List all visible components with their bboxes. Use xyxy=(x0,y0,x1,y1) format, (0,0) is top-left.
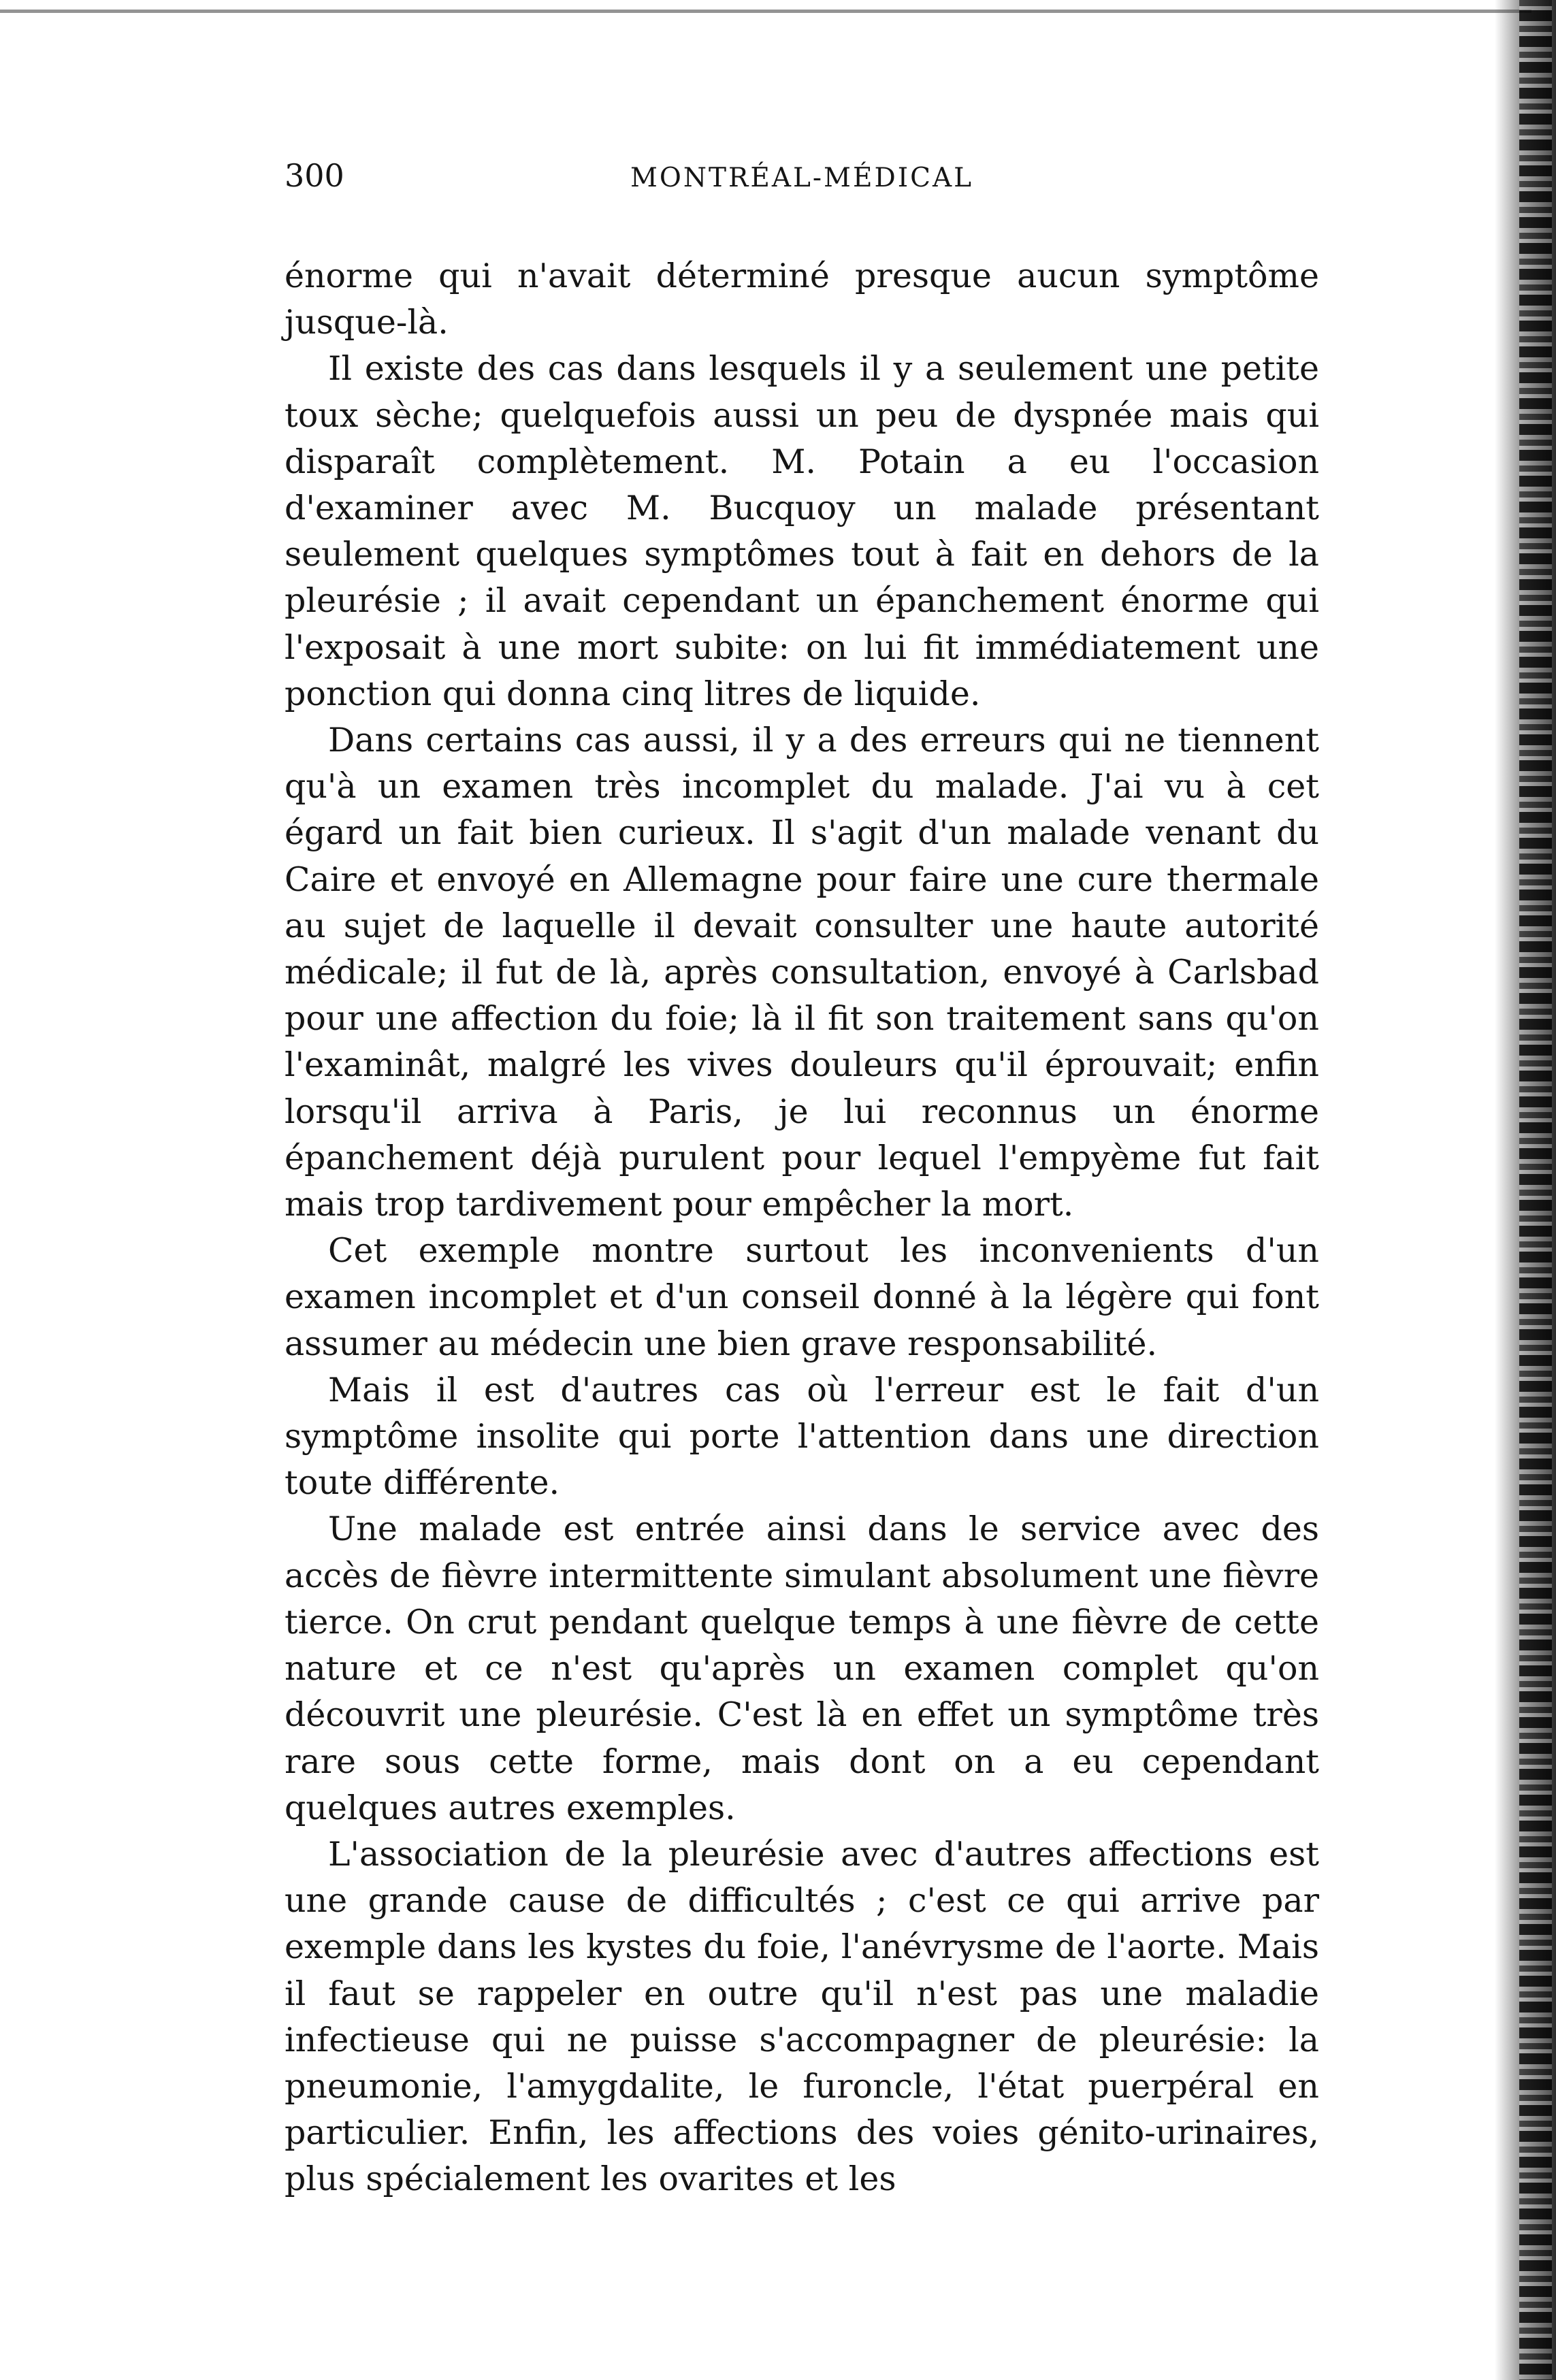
body-text xyxy=(285,253,1319,2203)
paragraph: Cet exemple montre surtout les inconvenients d'un examen incomplet et d'un conseil donné à la légère qui font assumer au médecin une bien grave responsabilité. xyxy=(285,1231,1319,1363)
running-title: MONTRÉAL-MÉDICAL xyxy=(630,163,974,193)
page-number: 300 xyxy=(285,157,344,194)
paragraph-continuation: énorme qui n'avait déterminé presque aucun symptôme jusque-là. xyxy=(285,257,1319,342)
page-gutter-scan-noise xyxy=(1519,0,1552,2380)
page-header xyxy=(285,155,1319,203)
top-edge-rule xyxy=(0,10,1531,13)
paragraph: Une malade est entrée ainsi dans le service avec des accès de fièvre intermittente simulant absolument une fièvre tierce. On crut pendant quelque temps à une fièvre de cette nature et ce n'est qu'après un examen complet qu'on découvrit une pleurésie. C'est là en effet un symptôme très rare sous cette forme, mais dont on a eu cependant quelques autres exemples. xyxy=(285,1510,1319,1827)
paragraph: Il existe des cas dans lesquels il y a seulement une petite toux sèche; quelquefois aussi un peu de dyspnée mais qui disparaît complètement. M. Potain a eu l'occasion d'examiner avec M. Bucquoy un malade présentant seulement quelques symptômes tout à fait en dehors de la pleurésie ; il avait cependant un épanchement énorme qui l'exposait à une mort subite: on lui fit immédiatement une ponction qui donna cinq litres de liquide. xyxy=(285,349,1319,713)
paragraph: Mais il est d'autres cas où l'erreur est le fait d'un symptôme insolite qui porte l'attention dans une direction toute différente. xyxy=(285,1370,1319,1503)
paragraph: Dans certains cas aussi, il y a des erreurs qui ne tiennent qu'à un examen très incomplet du malade. J'ai vu à cet égard un fait bien curieux. Il s'agit d'un malade venant du Caire et envoyé en Allemagne pour faire une cure thermale au sujet de laquelle il devait consulter une haute autorité médicale; il fut de là, après consultation, envoyé à Carlsbad pour une affection du foie; là il fit son traitement sans qu'on l'examinât, malgré les vives douleurs qu'il éprouvait; enfin lorsqu'il arriva à Paris, je lui reconnus un énorme épanchement déjà purulent pour lequel l'empyème fut fait mais trop tardivement pour empêcher la mort. xyxy=(285,721,1319,1224)
paragraph: L'association de la pleurésie avec d'autres affections est une grande cause de difficultés ; c'est ce qui arrive par exemple dans les kystes du foie, l'anévrysme de l'aorte. Mais il faut se rappeler en outre qu'il n'est pas une maladie infectieuse qui ne puisse s'accompagner de pleurésie: la pneumonie, l'amygdalite, le furoncle, l'état puerpéral en particulier. Enfin, les affections des voies génito-urinaires, plus spécialement les ovarites et les xyxy=(285,1834,1319,2199)
